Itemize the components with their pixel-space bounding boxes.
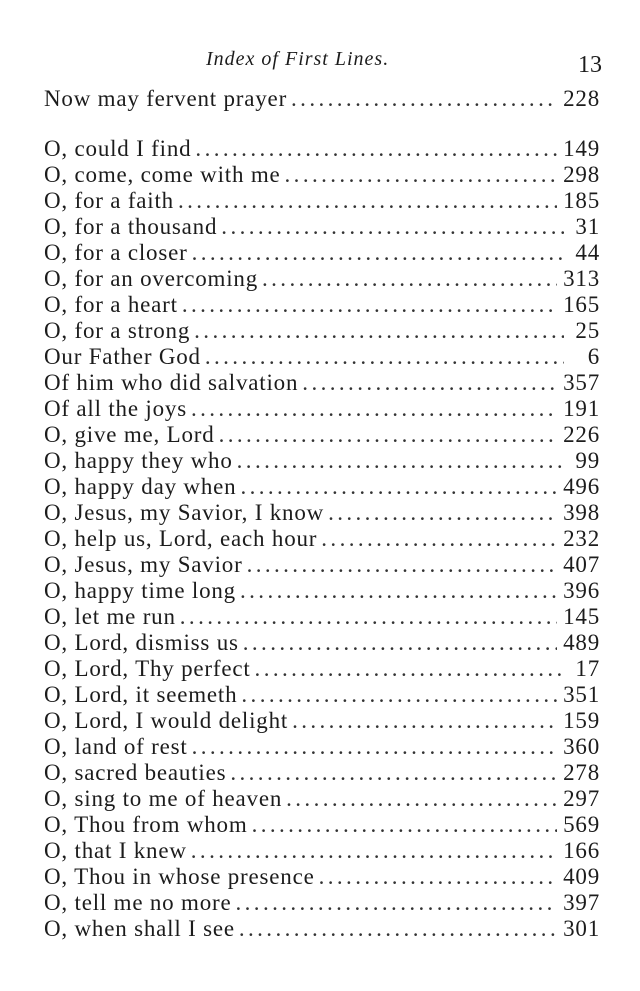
index-entry bbox=[44, 526, 600, 552]
index-entry bbox=[44, 812, 600, 838]
index-entry bbox=[44, 292, 600, 318]
index-entry bbox=[44, 240, 600, 266]
index-entry bbox=[44, 578, 600, 604]
first-line: O, for an overcoming bbox=[44, 266, 258, 291]
index-entry bbox=[44, 760, 600, 786]
dot-leader bbox=[240, 578, 557, 604]
first-line: O, Thou in whose presence bbox=[44, 864, 315, 889]
dot-leader bbox=[321, 526, 557, 552]
index-entry bbox=[44, 890, 600, 916]
dot-leader bbox=[178, 188, 557, 214]
index-entry bbox=[44, 422, 600, 448]
first-line: O, help us, Lord, each hour bbox=[44, 526, 318, 551]
index-entry bbox=[44, 136, 600, 162]
first-line: O, when shall I see bbox=[44, 916, 235, 941]
hymn-number: 17 bbox=[575, 656, 600, 681]
hymn-number: 297 bbox=[563, 786, 600, 811]
index-entry bbox=[44, 682, 600, 708]
dot-leader bbox=[221, 214, 564, 240]
index-entry bbox=[44, 734, 600, 760]
hymn-number: 44 bbox=[575, 240, 600, 265]
hymn-number: 396 bbox=[563, 578, 600, 603]
dot-leader bbox=[302, 370, 557, 396]
index-entry bbox=[44, 500, 600, 526]
first-line: O, for a strong bbox=[44, 318, 191, 343]
index-entry bbox=[44, 214, 600, 240]
dot-leader bbox=[247, 552, 558, 578]
index-entry bbox=[44, 708, 600, 734]
first-line: O, Lord, dismiss us bbox=[44, 630, 239, 655]
dot-leader bbox=[328, 500, 557, 526]
dot-leader bbox=[243, 630, 557, 656]
first-line: O, for a faith bbox=[44, 188, 174, 213]
index-entry bbox=[44, 786, 600, 812]
first-line: O, happy time long bbox=[44, 578, 236, 603]
dot-leader bbox=[182, 292, 557, 318]
index-entry bbox=[44, 656, 600, 682]
first-line: O, Lord, Thy perfect bbox=[44, 656, 251, 681]
dot-leader bbox=[180, 604, 557, 630]
hymn-number: 6 bbox=[587, 344, 600, 369]
index-entry bbox=[44, 838, 600, 864]
hymn-number: 298 bbox=[563, 162, 600, 187]
hymn-number: 351 bbox=[563, 682, 600, 707]
hymn-number: 569 bbox=[563, 812, 600, 837]
index-entry bbox=[44, 448, 600, 474]
hymn-number: 159 bbox=[563, 708, 600, 733]
hymn-number: 99 bbox=[575, 448, 600, 473]
dot-leader bbox=[219, 422, 558, 448]
hymn-number: 149 bbox=[563, 136, 600, 161]
index-entry bbox=[44, 370, 600, 396]
hymn-number: 496 bbox=[563, 474, 600, 499]
dot-leader bbox=[241, 682, 557, 708]
dot-leader bbox=[237, 448, 564, 474]
hymn-number: 278 bbox=[563, 760, 600, 785]
first-line: O, Thou from whom bbox=[44, 812, 248, 837]
first-line: O, for a heart bbox=[44, 292, 178, 317]
first-line: O, happy they who bbox=[44, 448, 233, 473]
dot-leader bbox=[230, 760, 557, 786]
dot-leader bbox=[286, 786, 557, 812]
hymn-number: 357 bbox=[563, 370, 600, 395]
hymn-number: 397 bbox=[563, 890, 600, 915]
first-line: O, sing to me of heaven bbox=[44, 786, 283, 811]
first-line: O, let me run bbox=[44, 604, 176, 629]
first-line: O, that I knew bbox=[44, 838, 187, 863]
hymn-number: 398 bbox=[563, 500, 600, 525]
hymn-number: 191 bbox=[563, 396, 600, 421]
dot-leader bbox=[192, 734, 558, 760]
dot-leader bbox=[255, 656, 564, 682]
dot-leader bbox=[262, 266, 557, 292]
hymn-number: 360 bbox=[563, 734, 600, 759]
first-line: O, Lord, it seemeth bbox=[44, 682, 238, 707]
first-line: O, come, come with me bbox=[44, 162, 281, 187]
hymn-number: 489 bbox=[563, 630, 600, 655]
index-entry bbox=[44, 916, 600, 942]
first-line: Our Father God bbox=[44, 344, 201, 369]
hymn-number: 145 bbox=[563, 604, 600, 629]
hymn-number: 31 bbox=[575, 214, 600, 239]
first-line: O, give me, Lord bbox=[44, 422, 215, 447]
first-line: O, for a closer bbox=[44, 240, 188, 265]
dot-leader bbox=[292, 708, 557, 734]
index-entry bbox=[44, 864, 600, 890]
hymn-number: 313 bbox=[563, 266, 600, 291]
index-entry bbox=[44, 86, 600, 112]
index-entry bbox=[44, 474, 600, 500]
dot-leader bbox=[291, 86, 557, 112]
first-line: O, sacred beauties bbox=[44, 760, 227, 785]
running-title: Index of First Lines. bbox=[206, 48, 390, 70]
hymn-number: 407 bbox=[563, 552, 600, 577]
first-line: Of him who did salvation bbox=[44, 370, 299, 395]
hymn-number: 409 bbox=[563, 864, 600, 889]
index-entry bbox=[44, 630, 600, 656]
index-entry bbox=[44, 266, 600, 292]
index-entry bbox=[44, 162, 600, 188]
dot-leader bbox=[239, 916, 557, 942]
hymn-number: 226 bbox=[563, 422, 600, 447]
page-number: 13 bbox=[578, 52, 602, 78]
dot-leader bbox=[319, 864, 557, 890]
first-line: O, tell me no more bbox=[44, 890, 232, 915]
hymn-number: 301 bbox=[563, 916, 600, 941]
dot-leader bbox=[252, 812, 558, 838]
dot-leader bbox=[205, 344, 564, 370]
hymn-number: 228 bbox=[563, 86, 600, 111]
dot-leader bbox=[191, 838, 557, 864]
index-entry bbox=[44, 344, 600, 370]
index-entry bbox=[44, 552, 600, 578]
first-line: O, Jesus, my Savior, I know bbox=[44, 500, 325, 525]
index-entry bbox=[44, 396, 600, 422]
dot-leader bbox=[191, 396, 557, 422]
dot-leader bbox=[285, 162, 558, 188]
first-line: Now may fervent prayer bbox=[44, 86, 288, 111]
first-line: O, land of rest bbox=[44, 734, 188, 759]
dot-leader bbox=[192, 240, 564, 266]
first-line: O, Lord, I would delight bbox=[44, 708, 289, 733]
hymn-number: 165 bbox=[563, 292, 600, 317]
first-line: O, for a thousand bbox=[44, 214, 218, 239]
first-line: O, could I find bbox=[44, 136, 192, 161]
hymn-number: 166 bbox=[563, 838, 600, 863]
dot-leader bbox=[194, 318, 564, 344]
dot-leader bbox=[195, 136, 557, 162]
hymn-number: 25 bbox=[575, 318, 600, 343]
hymn-number: 185 bbox=[563, 188, 600, 213]
running-head bbox=[0, 44, 640, 78]
hymn-number: 232 bbox=[563, 526, 600, 551]
first-line: O, happy day when bbox=[44, 474, 237, 499]
first-line: O, Jesus, my Savior bbox=[44, 552, 243, 577]
dot-leader bbox=[240, 474, 557, 500]
index-entry bbox=[44, 604, 600, 630]
index-entry bbox=[44, 318, 600, 344]
index-entry bbox=[44, 188, 600, 214]
first-line: Of all the joys bbox=[44, 396, 187, 421]
dot-leader bbox=[236, 890, 558, 916]
